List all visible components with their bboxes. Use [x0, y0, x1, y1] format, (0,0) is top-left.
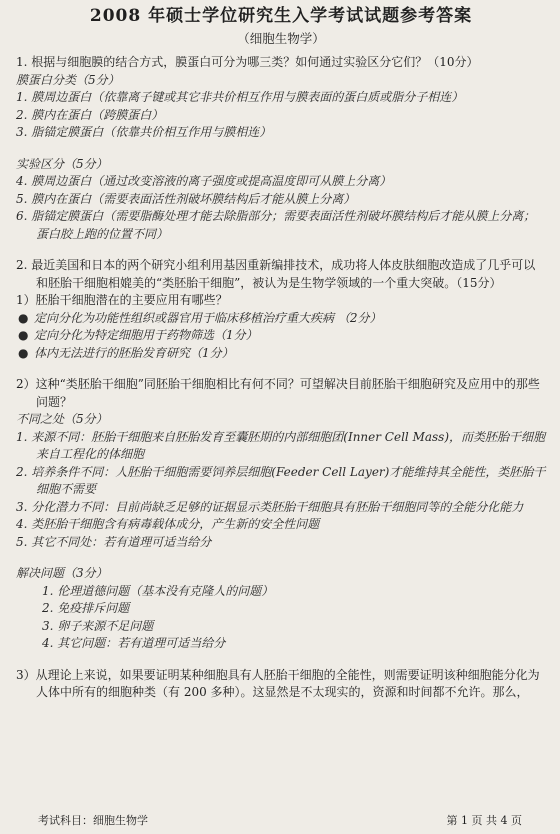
q2-1-bullet: ● 定向分化为特定细胞用于药物筛选（1分）	[16, 327, 546, 345]
question-2: 2. 最近美国和日本的两个研究小组利用基因重新编排技术，成功将人体皮肤细胞改造成了几乎可以和胚胎干细胞相媲美的“类胚胎干细胞”，被认为是生物学领域的一个重大突破。（15分）	[16, 258, 536, 290]
q1-classification-item: 3. 脂锚定膜蛋白（依靠共价相互作用与膜相连）	[16, 125, 272, 139]
bullet-dot-icon: ●	[18, 310, 29, 325]
q1-experiment-item: 6. 脂锚定膜蛋白（需要脂酶处理才能去除脂部分；需要表面活性剂破坏膜结构后才能从膜上分离；蛋白胶上跑的位置不同）	[16, 209, 536, 241]
q1-classification-heading: 膜蛋白分类（5分）	[16, 72, 120, 87]
q1-experiment-item: 5. 膜内在蛋白（需要表面活性剂破坏膜结构后才能从膜上分离）	[16, 191, 356, 206]
q2-2-difference-item: 1. 来源不同：胚胎干细胞来自胚胎发育至囊胚期的内部细胞团(Inner Cell Mass)，而类胚胎干细胞来自工程化的体细胞	[16, 429, 546, 461]
bullet-dot-icon: ●	[18, 345, 29, 360]
q1-classification-item: 2. 膜内在蛋白（跨膜蛋白）	[16, 107, 164, 122]
question-2-part-2: 2）这种“类胚胎干细胞”同胚胎干细胞相比有何不同？可望解决目前胚胎干细胞研究及应用中的那些问题？	[16, 377, 540, 409]
q2-2-difference-item: 4. 类胚胎干细胞含有病毒载体成分，产生新的安全性问题	[16, 517, 320, 531]
q2-2-difference-item: 3. 分化潜力不同：目前尚缺乏足够的证据显示类胚胎干细胞具有胚胎干细胞同等的全能分化能力	[16, 499, 524, 514]
q2-2-solution-heading: 解决问题（3分）	[16, 566, 108, 580]
q2-1-bullet: ● 体内无法进行的胚胎发育研究（1分）	[16, 345, 546, 363]
q2-2-difference-item: 2. 培养条件不同：人胚胎干细胞需要饲养层细胞(Feeder Cell Layer)才能维持其全能性，类胚胎干细胞不需要	[16, 464, 546, 496]
q2-2-solution-item: 2. 免疫排斥问题	[42, 601, 130, 615]
q2-2-solution-item: 3. 卵子来源不足问题	[42, 618, 154, 633]
q1-experiment-heading: 实验区分（5分）	[16, 156, 108, 171]
page-subtitle: （细胞生物学）	[237, 31, 325, 46]
q2-1-bullet: ● 定向分化为功能性组织或器官用于临床移植治疗重大疾病 （2分）	[16, 310, 546, 328]
q2-2-difference-item: 5. 其它不同处：若有道理可适当给分	[16, 534, 212, 549]
q2-2-difference-heading: 不同之处（5分）	[16, 412, 108, 426]
footer-subject: 考试科目：细胞生物学	[38, 814, 148, 827]
q1-experiment-item: 4. 膜周边蛋白（通过改变溶液的离子强度或提高温度即可从膜上分离）	[16, 174, 392, 188]
page-footer	[38, 812, 522, 828]
question-1: 1. 根据与细胞膜的结合方式，膜蛋白可分为哪三类？如何通过实验区分它们？（10分）	[16, 55, 479, 69]
q2-2-solution-item: 4. 其它问题：若有道理可适当给分	[42, 636, 226, 650]
page-title: 2008 年硕士学位研究生入学考试试题参考答案	[89, 6, 473, 26]
question-2-part-1: 1）胚胎干细胞潜在的主要应用有哪些？	[16, 293, 228, 307]
q1-classification-item: 1. 膜周边蛋白（依靠离子键或其它非共价相互作用与膜表面的蛋白质或脂分子相连）	[16, 90, 464, 104]
q2-2-solution-item: 1. 伦理道德问题（基本没有克隆人的问题）	[42, 583, 274, 598]
question-2-part-3: 3）从理论上来说，如果要证明某种细胞具有人胚胎干细胞的全能性，则需要证明该种细胞能分化为人体中所有的细胞种类（有 200 多种）。这显然是不太现实的，资源和时间都不允许。那么，	[16, 667, 540, 699]
bullet-dot-icon: ●	[18, 328, 29, 342]
footer-page-number: 第 1 页 共 4 页	[446, 814, 522, 827]
